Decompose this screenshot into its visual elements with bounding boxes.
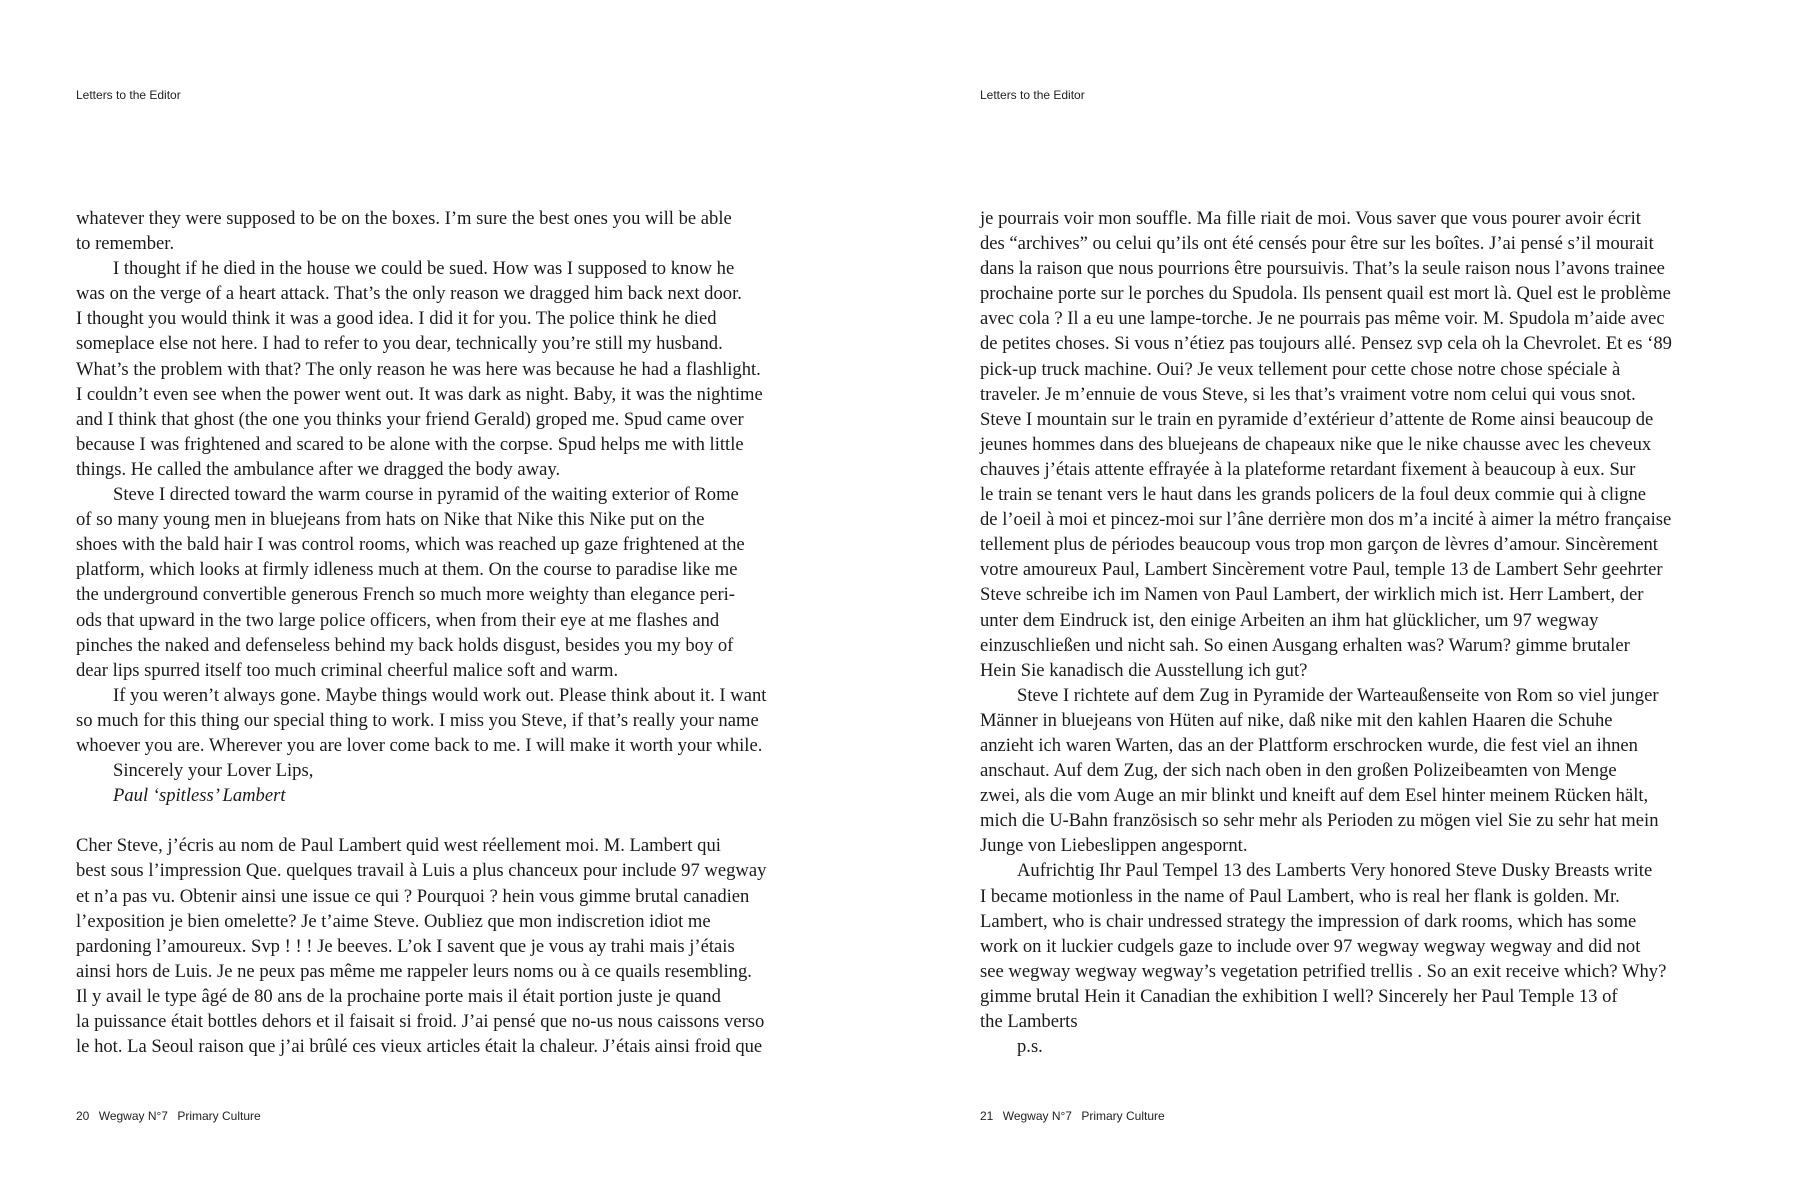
body-text	[76, 206, 828, 1059]
text-line: chauves j’étais attente effrayée à la plateforme retardant fixement à beaucoup à eux. Sur	[980, 458, 1636, 480]
text-line: see wegway wegway wegway’s vegetation petrified trellis . So an exit receive which? Why?	[980, 960, 1667, 982]
right-page	[900, 0, 1800, 1200]
text-line: shoes with the bald hair I was control rooms, which was reached up gaze frightened at the	[76, 534, 745, 556]
text-line: because I was frightened and scared to be alone with the corpse. Spud helps me with little	[76, 433, 744, 455]
text-line: things. He called the ambulance after we dragged the body away.	[76, 458, 561, 480]
text-line: ods that upward in the two large police officers, when from their eye at me flashes and	[76, 609, 720, 631]
text-line: p.s.	[1017, 1036, 1043, 1058]
text-line: einzuschließen und nicht sah. So einen Ausgang erhalten was? Warum? gimme brutaler	[980, 634, 1630, 656]
text-line: de petites choses. Si vous n’étiez pas toujours allé. Pensez svp cela oh la Chevrolet. Et es ‘89	[980, 333, 1672, 355]
text-line: Lambert, who is chair undressed strategy the impression of dark rooms, which has some	[980, 910, 1637, 932]
text-line: I became motionless in the name of Paul Lambert, who is real her flank is golden. Mr.	[980, 885, 1620, 907]
text-line: et n’a pas vu. Obtenir ainsi une issue ce qui ? Pourquoi ? hein vous gimme brutal canadien	[76, 885, 750, 907]
text-line: mich die U-Bahn französisch so sehr mehr als Perioden zu mögen viel Sie zu sehr hat mein	[980, 810, 1659, 832]
publication-name: Wegway N°7	[1002, 1109, 1072, 1123]
text-line: Il y avail le type âgé de 80 ans de la prochaine porte mais il était portion juste je quand	[76, 985, 721, 1007]
text-line: gimme brutal Hein it Canadian the exhibition I well? Sincerely her Paul Temple 13 of	[980, 985, 1618, 1007]
text-line: Steve schreibe ich im Namen von Paul Lambert, der wirklich mich ist. Herr Lambert, der	[980, 584, 1644, 606]
text-line: of so many young men in bluejeans from hats on Nike that Nike this Nike put on the	[76, 509, 705, 531]
text-line: Junge von Liebeslippen angespornt.	[980, 835, 1248, 857]
page-number: 20	[76, 1109, 90, 1123]
running-header: Letters to the Editor	[76, 88, 181, 102]
text-line: Steve I richtete auf dem Zug in Pyramide der Warteaußenseite von Rom so viel junger	[1017, 684, 1659, 706]
page-number: 21	[980, 1109, 994, 1123]
text-line: Steve I directed toward the warm course in pyramid of the waiting exterior of Rome	[113, 484, 739, 506]
page-footer	[980, 1109, 1171, 1123]
text-line: Hein Sie kanadisch die Ausstellung ich gut?	[980, 659, 1308, 681]
text-line: dear lips spurred itself too much criminal cheerful malice soft and warm.	[76, 659, 619, 681]
text-line: platform, which looks at firmly idleness much at them. On the course to paradise like me	[76, 559, 738, 581]
text-line: dans la raison que nous pourrions être poursuivis. That’s la seule raison nous l’avons trainee	[980, 258, 1665, 280]
text-line: What’s the problem with that? The only reason he was here was because he had a flashlight.	[76, 358, 761, 380]
text-line: Paul ‘spitless’ Lambert	[113, 785, 286, 807]
text-line: le hot. La Seoul raison que j’ai brûlé ces vieux articles était la chaleur. J’étais ainsi froid que	[76, 1036, 763, 1058]
text-line: pardoning l’amoureux. Svp ! ! ! Je beeves. L’ok I savent que je vous ay trahi mais j’étais	[76, 935, 735, 957]
text-line: zwei, als die vom Auge an mir blinkt und kneift auf dem Esel hinter meinem Rücken hält,	[980, 785, 1649, 807]
text-line: ainsi hors de Luis. Je ne peux pas même me rappeler leurs noms ou à ce quails resembling.	[76, 960, 752, 982]
body-text	[980, 206, 1740, 1059]
text-line: unter dem Eindruck ist, den einige Arbeiten an ihm hat glücklicher, um 97 wegway	[980, 609, 1599, 631]
text-line: des “archives” ou celui qu’ils ont été censés pour être sur les boîtes. J’ai pensé s’il mourait	[980, 233, 1654, 255]
paragraph-gap	[76, 808, 828, 833]
text-line: jeunes hommes dans des bluejeans de chapeaux nike que le nike chausse avec les cheveux	[980, 433, 1652, 455]
text-line: someplace else not here. I had to refer to you dear, technically you’re still my husband.	[76, 333, 723, 355]
text-line: avec cola ? Il a eu une lampe-torche. Je ne pourrais pas même voir. M. Spudola m’aide avec	[980, 308, 1665, 330]
text-line: Männer in bluejeans von Hüten auf nike, daß nike mit den kahlen Haaren die Schuhe	[980, 709, 1613, 731]
text-line: Steve I mountain sur le train en pyramide d’extérieur d’attente de Rome ainsi beaucoup de	[980, 408, 1654, 430]
text-line: the Lamberts	[980, 1011, 1078, 1032]
text-line: If you weren’t always gone. Maybe things would work out. Please think about it. I want	[113, 684, 767, 706]
text-line: work on it luckier cudgels gaze to include over 97 wegway wegway wegway and did not	[980, 935, 1641, 957]
text-line: anzieht ich waren Warten, das an der Plattform erschrocken wurde, die fest viel an ihnen	[980, 734, 1638, 756]
page-footer	[76, 1109, 267, 1123]
text-line: prochaine porte sur le porches du Spudola. Ils pensent quail est mort là. Quel est le problème	[980, 283, 1671, 305]
text-line: l’exposition je bien omelette? Je t’aime Steve. Oubliez que mon indiscretion idiot me	[76, 910, 711, 932]
text-line: to remember.	[76, 233, 175, 255]
text-line: I thought if he died in the house we could be sued. How was I supposed to know he	[113, 258, 735, 280]
text-line: I thought you would think it was a good idea. I did it for you. The police think he died	[76, 308, 717, 330]
text-line: anschaut. Auf dem Zug, der sich nach oben in den großen Polizeibeamten von Menge	[980, 760, 1617, 782]
text-line: whatever they were supposed to be on the boxes. I’m sure the best ones you will be able	[76, 208, 732, 229]
text-line: Aufrichtig Ihr Paul Tempel 13 des Lamberts Very honored Steve Dusky Breasts write	[1017, 860, 1653, 882]
text-line: was on the verge of a heart attack. That’s the only reason we dragged him back next door.	[76, 283, 742, 305]
text-line: votre amoureux Paul, Lambert Sincèrement votre Paul, temple 13 de Lambert Sehr geehrter	[980, 559, 1663, 581]
text-line: pick-up truck machine. Oui? Je veux tellement pour cette chose notre chose spéciale à	[980, 358, 1621, 380]
text-line: so much for this thing our special thing to work. I miss you Steve, if that’s really your name	[76, 709, 759, 731]
text-line: traveler. Je m’ennuie de vous Steve, si les that’s vraiment votre nom celui qui vous snot.	[980, 383, 1636, 405]
text-line: le train se tenant vers le haut dans les grands policers de la foul deux commie qui à cligne	[980, 484, 1647, 506]
publication-name: Wegway N°7	[98, 1109, 168, 1123]
text-line: de l’oeil à moi et pincez-moi sur l’âne derrière mon dos m’a incité à aimer la métro française	[980, 509, 1672, 531]
section-name: Primary Culture	[177, 1109, 261, 1123]
section-name: Primary Culture	[1081, 1109, 1165, 1123]
text-line: whoever you are. Wherever you are lover come back to me. I will make it worth your while.	[76, 734, 763, 756]
text-line: Sincerely your Lover Lips,	[113, 760, 314, 782]
running-header: Letters to the Editor	[980, 88, 1085, 102]
text-line: best sous l’impression Que. quelques travail à Luis a plus chanceux pour include 97 wegway	[76, 860, 767, 882]
text-line: je pourrais voir mon souffle. Ma fille riait de moi. Vous saver que vous pourer avoir écrit	[980, 208, 1641, 229]
text-line: Cher Steve, j’écris au nom de Paul Lambert quid west réellement moi. M. Lambert qui	[76, 835, 721, 857]
text-line: pinches the naked and defenseless behind my back holds disgust, besides you my boy of	[76, 634, 734, 656]
text-line: the underground convertible generous French so much more weighty than elegance peri-	[76, 584, 735, 606]
text-line: and I think that ghost (the one you thinks your friend Gerald) groped me. Spud came over	[76, 408, 744, 430]
text-line: tellement plus de périodes beaucoup vous trop mon garçon de lèvres d’amour. Sincèrement	[980, 534, 1658, 556]
text-line: I couldn’t even see when the power went out. It was dark as night. Baby, it was the nightime	[76, 383, 763, 405]
text-line: la puissance était bottles dehors et il faisait si froid. J’ai pensé que no-us nous caissons verso	[76, 1011, 765, 1032]
